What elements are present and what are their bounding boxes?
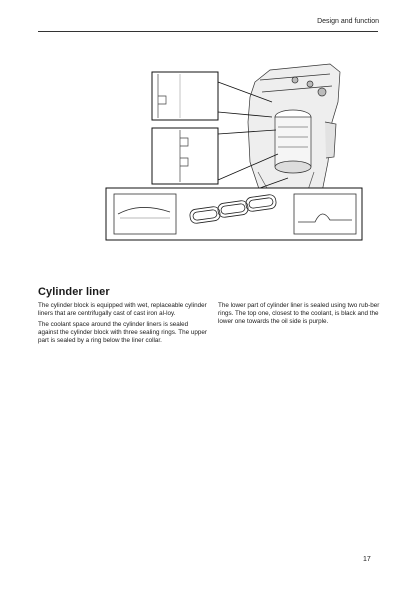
page-number: 17 [363,556,371,563]
paragraph: The coolant space around the cylinder liners is sealed against the cylinder block with three sealing rings. The upper part is sealed by a ring below the liner collar. [38,321,207,345]
paragraph: The lower part of cylinder liner is sealed using two rub-ber rings. The top one, closest to the coolant, is black and the lower one towards the oil side is purple. [218,302,380,326]
engine-block-drawing [248,64,340,192]
body-column-right [218,302,386,329]
section-heading: Cylinder liner [38,286,110,298]
body-column-left [38,302,210,348]
detail-box-lower [106,188,362,240]
paragraph: The cylinder block is equipped with wet, replaceable cylinder liners that are centrifugally cast of cast iron al-loy. [38,302,207,318]
running-header: Design and function [317,18,379,25]
detail-box-upper [152,72,218,120]
header-divider [38,31,378,32]
cylinder-liner-illustration [100,62,366,242]
detail-box-middle [152,128,218,184]
